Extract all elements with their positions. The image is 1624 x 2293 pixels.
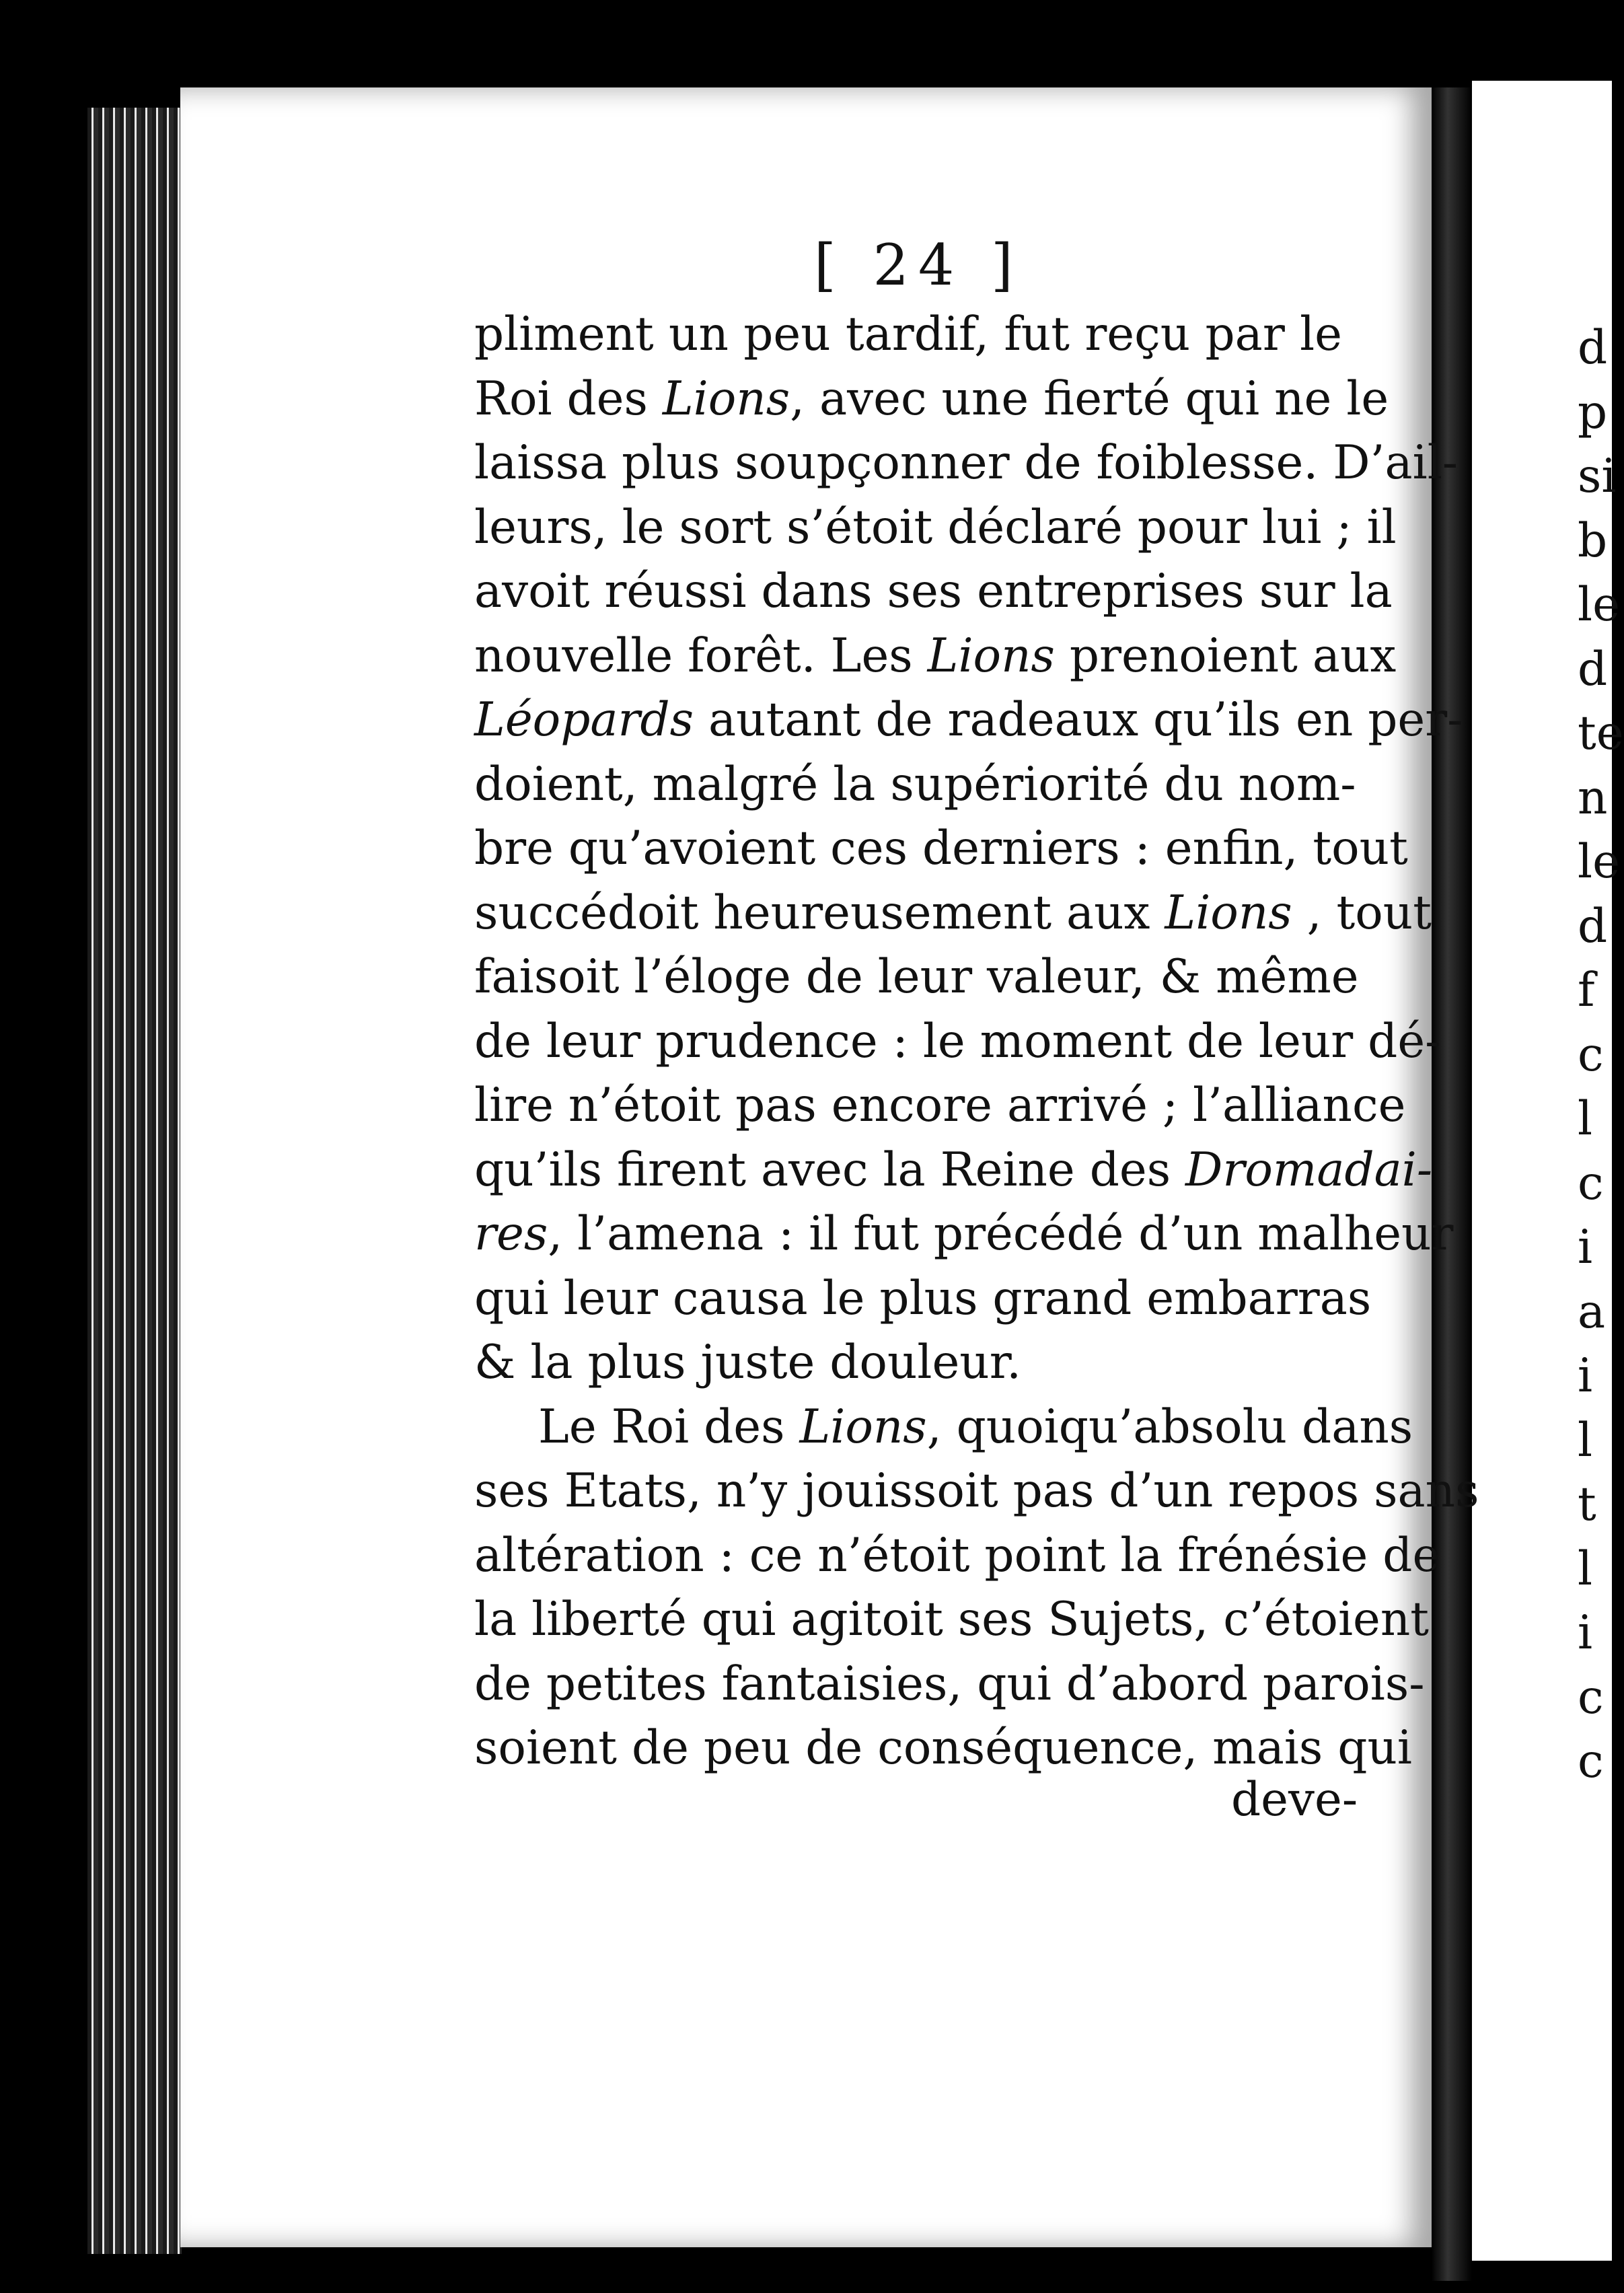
facing-fragment: a — [1578, 1284, 1606, 1339]
text-run: ses Etats, n’y jouissoit pas d’un repos sans — [474, 1464, 1479, 1518]
text-line — [474, 431, 1459, 496]
facing-fragment: c — [1578, 1670, 1604, 1724]
facing-fragment: t — [1578, 1478, 1596, 1531]
text-line — [474, 1267, 1372, 1332]
text-run: nouvelle forêt. Les — [474, 628, 928, 683]
text-run: , l’amena : il fut précédé d’un malheur — [548, 1207, 1454, 1261]
text-line — [474, 624, 1397, 689]
text-line — [474, 367, 1389, 432]
text-run: autant de radeaux qu’ils en per- — [694, 693, 1463, 747]
facing-fragment: b — [1578, 513, 1608, 568]
text-run: qu’ils firent avec la Reine des — [474, 1142, 1186, 1197]
facing-fragment: te — [1578, 706, 1624, 760]
italic-word: res — [474, 1207, 548, 1261]
facing-fragment: c — [1578, 1027, 1604, 1082]
text-line — [474, 1588, 1430, 1652]
text-run: bre qu’avoient ces derniers : enfin, tout — [474, 822, 1408, 875]
text-run: , avec une fierté qui ne le — [790, 371, 1389, 426]
book-gutter — [1432, 87, 1472, 2281]
text-run: prenoient aux — [1054, 628, 1397, 683]
catchword: deve- — [1231, 1773, 1358, 1827]
facing-fragment: d — [1578, 642, 1608, 696]
text-run: pliment un peu tardif, fut reçu par le — [474, 307, 1342, 361]
text-line — [474, 1074, 1406, 1138]
text-run: , quoiqu’absolu dans — [926, 1399, 1413, 1454]
text-line — [474, 1395, 1413, 1460]
text-line — [474, 303, 1342, 367]
text-run: altération : ce n’étoit point la frénésie de — [474, 1528, 1440, 1582]
page-number: [ 24 ] — [814, 232, 1023, 298]
facing-fragment: f — [1578, 963, 1595, 1017]
italic-word: Dromadai- — [1185, 1142, 1433, 1197]
facing-fragment: i — [1578, 1606, 1593, 1660]
text-line — [474, 1716, 1412, 1781]
text-run: de petites fantaisies, qui d’abord parois- — [474, 1657, 1425, 1711]
text-run: doient, malgré la supériorité du nom- — [474, 757, 1356, 811]
text-run: Le Roi des — [538, 1399, 800, 1454]
text-run: , tout — [1292, 885, 1432, 940]
text-run: faisoit l’éloge de leur valeur, & même — [474, 950, 1359, 1004]
text-line — [474, 753, 1356, 817]
text-line — [474, 1202, 1454, 1267]
text-run: avoit réussi dans ses entreprises sur la — [474, 565, 1393, 618]
text-run: & la plus juste douleur. — [474, 1336, 1022, 1389]
facing-fragment: i — [1578, 1349, 1593, 1403]
text-run: Roi des — [474, 371, 663, 426]
facing-fragment: n — [1578, 770, 1608, 825]
book-page-edges — [87, 108, 182, 2254]
facing-fragment: l — [1578, 1413, 1593, 1467]
facing-page-text-fragments — [1578, 316, 1624, 1794]
text-line — [474, 1459, 1479, 1524]
italic-word: Lions — [799, 1399, 927, 1454]
facing-fragment: le — [1578, 835, 1620, 889]
facing-fragment: d — [1578, 321, 1608, 375]
facing-fragment: l — [1578, 1541, 1593, 1596]
text-line — [474, 945, 1359, 1010]
text-line — [474, 1010, 1441, 1075]
facing-fragment: c — [1578, 1156, 1604, 1210]
facing-fragment: l — [1578, 1092, 1593, 1146]
facing-fragment: le — [1578, 578, 1620, 632]
italic-word: Lions — [927, 628, 1055, 683]
facing-fragment: p — [1578, 385, 1608, 439]
text-line — [474, 817, 1408, 881]
text-line — [474, 1138, 1433, 1203]
text-run: lire n’étoit pas encore arrivé ; l’alliance — [474, 1079, 1406, 1132]
text-run: qui leur causa le plus grand embarras — [474, 1271, 1372, 1325]
facing-fragment: i — [1578, 1221, 1593, 1274]
facing-fragment: si — [1578, 449, 1617, 503]
text-line — [474, 881, 1432, 946]
text-run: leurs, le sort s’étoit déclaré pour lui ; il — [474, 500, 1397, 554]
facing-fragment: c — [1578, 1735, 1604, 1788]
italic-word: Lions — [662, 371, 790, 426]
text-line — [474, 560, 1393, 624]
text-run: laissa plus soupçonner de foiblesse. D’ail- — [474, 436, 1459, 490]
text-line — [474, 1524, 1440, 1589]
italic-word: Lions — [1165, 885, 1292, 940]
italic-word: Léopards — [474, 693, 694, 747]
facing-fragment: d — [1578, 899, 1608, 953]
text-line — [474, 688, 1463, 753]
body-text — [474, 303, 1479, 1781]
text-line — [474, 496, 1397, 560]
text-line — [474, 1652, 1425, 1717]
text-run: succédoit heureusement aux — [474, 885, 1165, 940]
text-run: de leur prudence : le moment de leur dé- — [474, 1014, 1441, 1068]
text-line — [474, 1331, 1342, 1395]
text-run: la liberté qui agitoit ses Sujets, c’étoient — [474, 1593, 1430, 1646]
text-run: soient de peu de conséquence, mais qui — [474, 1721, 1412, 1775]
